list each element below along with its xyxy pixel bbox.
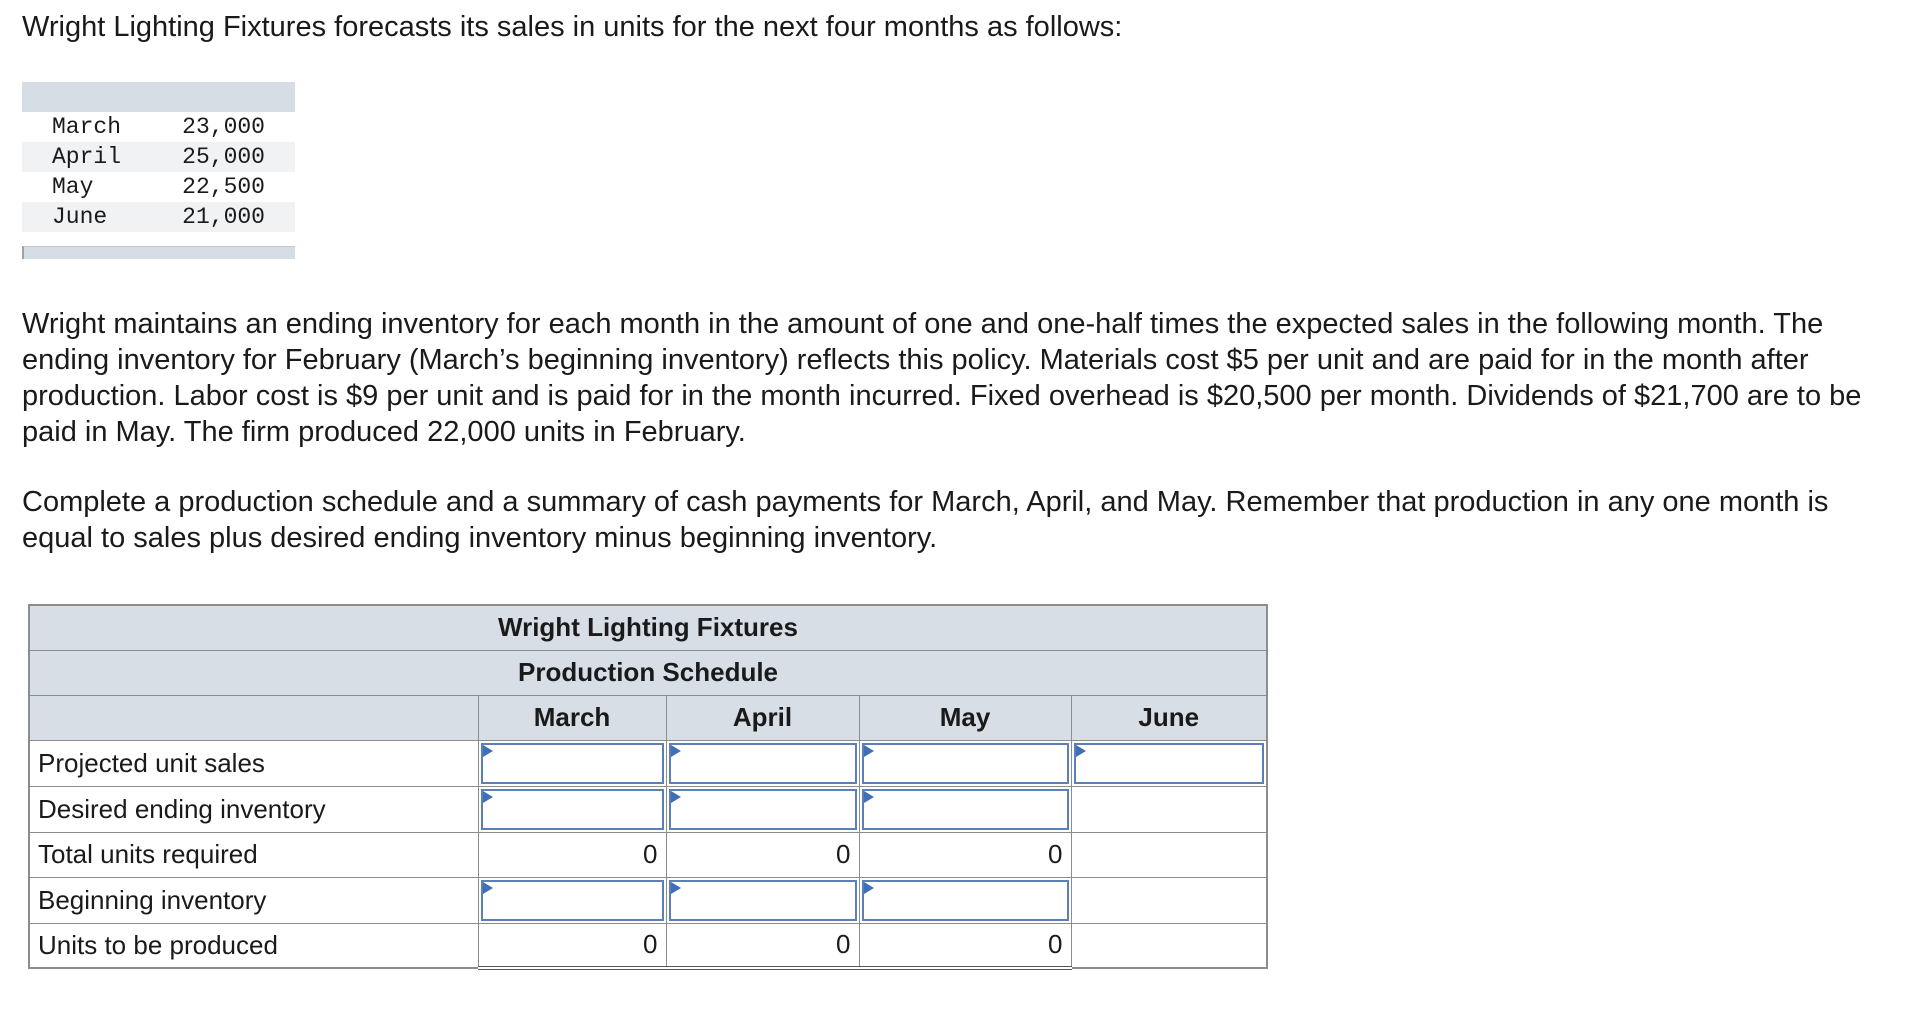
input-marker-icon [671,882,681,894]
projected-sales-march-input[interactable] [481,743,664,784]
column-header-march: March [478,695,666,740]
desired-ending-march-cell [478,786,666,832]
total-required-march: 0 [478,832,666,877]
forecast-month: March [52,114,122,140]
forecast-units: 22,500 [182,174,265,200]
instructions-paragraph: Complete a production schedule and a summary of cash payments for March, April, and May. Remember that production in any one month is equal to sales plus desired ending inventory minus beginning inventory. [22,486,1829,554]
empty-cell [1071,832,1267,877]
total-required-may: 0 [859,832,1071,877]
desired-ending-may-cell [859,786,1071,832]
row-label: Total units required [29,832,478,877]
intro-text: Wright Lighting Fixtures forecasts its sales in units for the next four months as follows: [22,11,1123,43]
forecast-row [22,202,295,232]
units-produced-april: 0 [666,923,859,968]
input-marker-icon [483,882,493,894]
policy-paragraph: Wright maintains an ending inventory for each month in the amount of one and one-half times the expected sales in the following month. The ending inventory for February (March’s beginning inventory) reflects this policy. Materials cost $5 per unit and are paid for in the month after production. Labor cost is $9 per unit and is paid for in the month incurred. Fixed overhead is $20,500 per month. Dividends of $21,700 are to be paid in May. The firm produced 22,000 units in February. [22,308,1862,448]
total-required-april: 0 [666,832,859,877]
projected-sales-june-cell [1071,740,1267,786]
projected-sales-may-input[interactable] [862,743,1069,784]
sales-forecast-table [22,82,295,259]
forecast-month: June [52,204,108,230]
beginning-may-cell [859,877,1071,923]
forecast-row [22,172,295,202]
row-label: Desired ending inventory [29,786,478,832]
forecast-month: May [52,174,94,200]
projected-sales-may-cell [859,740,1071,786]
schedule-header-blank [29,695,478,740]
beginning-march-cell [478,877,666,923]
row-projected-unit-sales [29,740,1267,786]
empty-cell [1071,923,1267,968]
projected-sales-march-cell [478,740,666,786]
input-marker-icon [864,745,874,757]
desired-ending-may-input[interactable] [862,789,1069,830]
forecast-units: 21,000 [182,204,265,230]
schedule-company-name: Wright Lighting Fixtures [29,605,1267,650]
row-label: Beginning inventory [29,877,478,923]
forecast-row [22,142,295,172]
input-marker-icon [671,745,681,757]
forecast-month: April [52,144,122,170]
row-label: Units to be produced [29,923,478,968]
input-marker-icon [483,745,493,757]
production-schedule-table [28,604,1268,970]
forecast-footer-bar [22,246,295,259]
desired-ending-april-cell [666,786,859,832]
column-header-may: May [859,695,1071,740]
beginning-march-input[interactable] [481,880,664,921]
row-beginning-inventory [29,877,1267,923]
input-marker-icon [864,882,874,894]
forecast-units: 23,000 [182,114,265,140]
column-header-april: April [666,695,859,740]
forecast-header-bar [22,82,295,112]
beginning-may-input[interactable] [862,880,1069,921]
forecast-units: 25,000 [182,144,265,170]
input-marker-icon [864,791,874,803]
input-marker-icon [1076,745,1086,757]
projected-sales-april-input[interactable] [669,743,857,784]
empty-cell [1071,786,1267,832]
input-marker-icon [483,791,493,803]
units-produced-march: 0 [478,923,666,968]
row-desired-ending-inventory [29,786,1267,832]
desired-ending-march-input[interactable] [481,789,664,830]
row-label: Projected unit sales [29,740,478,786]
projected-sales-april-cell [666,740,859,786]
beginning-april-cell [666,877,859,923]
row-units-to-be-produced [29,923,1267,968]
forecast-row [22,112,295,142]
desired-ending-april-input[interactable] [669,789,857,830]
empty-cell [1071,877,1267,923]
units-produced-may: 0 [859,923,1071,968]
column-header-june: June [1071,695,1267,740]
schedule-title: Production Schedule [29,650,1267,695]
input-marker-icon [671,791,681,803]
row-total-units-required [29,832,1267,877]
beginning-april-input[interactable] [669,880,857,921]
projected-sales-june-input[interactable] [1074,743,1265,784]
